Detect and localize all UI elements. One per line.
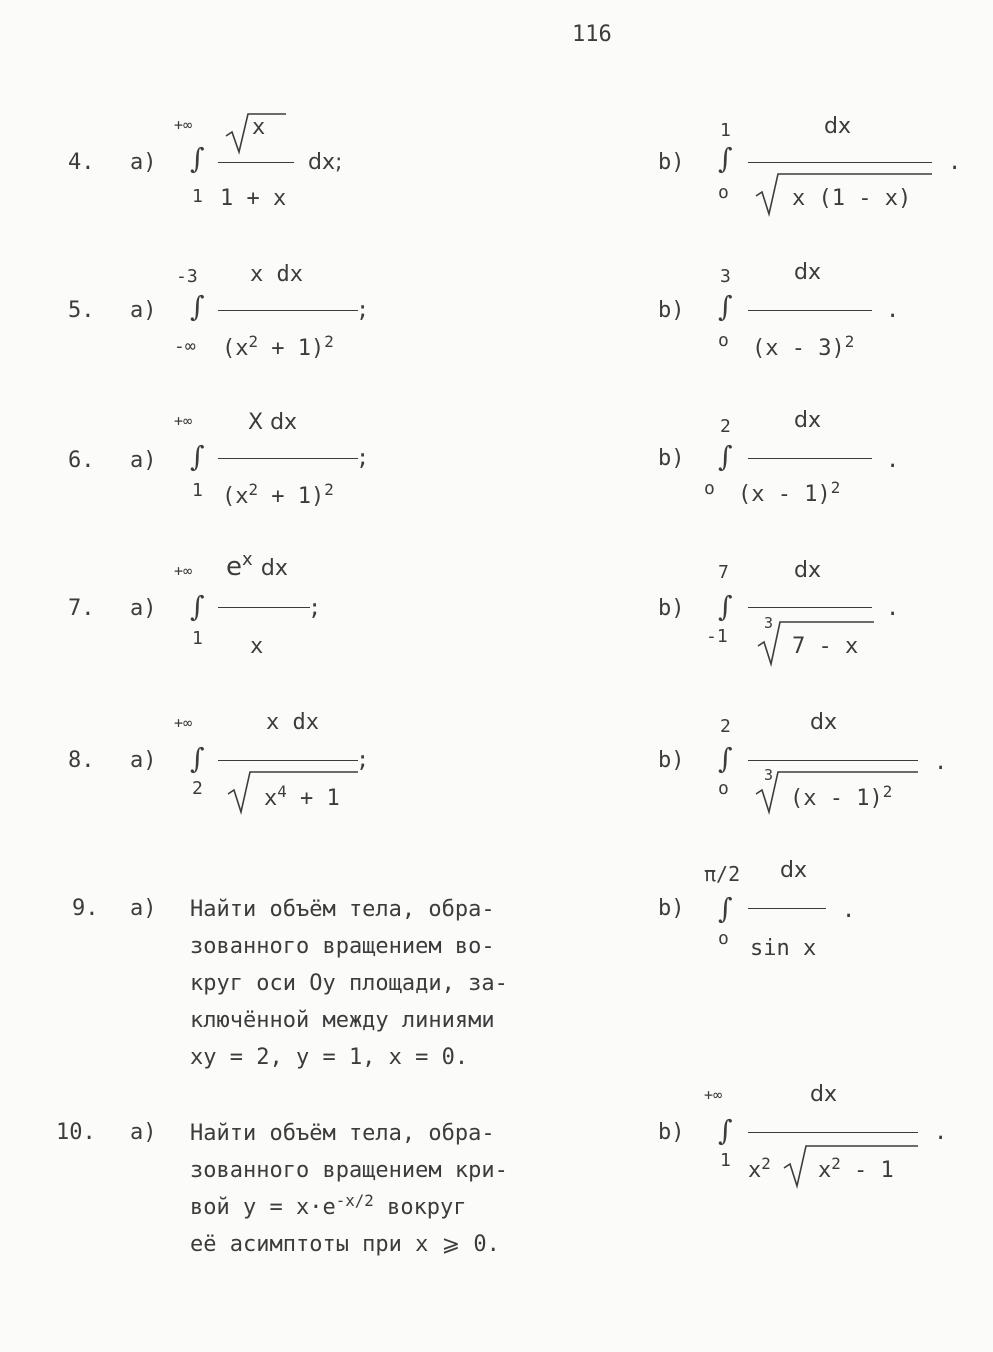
upper-limit: +∞ [174, 116, 193, 134]
fraction-bar [748, 1132, 918, 1133]
integrand-tail: dx; [308, 150, 343, 175]
integral-sign: ∫ [718, 742, 733, 775]
fraction-bar [218, 607, 310, 608]
part-b-label: b) [658, 1120, 685, 1145]
denominator-factor: $x^2$ [748, 1154, 771, 1183]
end-dot: . [934, 750, 948, 775]
end-dot: . [934, 1120, 948, 1145]
part-a-label: a) [130, 298, 157, 323]
integrand-tail: ; [356, 446, 370, 471]
lower-limit: o [718, 778, 729, 799]
fraction-bar [748, 310, 872, 311]
upper-limit: +∞ [174, 412, 193, 430]
lower-limit: -∞ [174, 336, 196, 357]
lower-limit: o [718, 928, 729, 949]
problem-number: 10. [56, 1120, 96, 1145]
fraction-bar [218, 458, 358, 459]
problem-number: 8. [68, 748, 95, 773]
lower-limit: 2 [192, 778, 203, 799]
end-dot: . [948, 150, 962, 175]
part-a-label: a) [130, 1120, 157, 1145]
upper-limit: -3 [176, 266, 198, 287]
denominator: x (1 - x) [792, 186, 912, 211]
fraction-bar [748, 760, 918, 761]
part-a-label: a) [130, 896, 157, 921]
integral-sign: ∫ [190, 440, 205, 473]
numerator: dx [810, 710, 837, 735]
numerator: dx [780, 858, 807, 883]
end-dot: . [886, 448, 900, 473]
denominator: sin x [750, 936, 817, 961]
part-b-label: b) [658, 150, 685, 175]
end-dot: . [886, 298, 900, 323]
upper-limit: +∞ [704, 1086, 723, 1104]
part-a-label: a) [130, 448, 157, 473]
upper-limit: +∞ [174, 562, 193, 580]
lower-limit: 1 [192, 628, 203, 649]
integral-sign: ∫ [718, 1114, 733, 1147]
lower-limit: o [704, 478, 715, 499]
integrand-tail: ; [308, 596, 322, 621]
problem-number: 4. [68, 150, 95, 175]
integral-sign: ∫ [190, 590, 205, 623]
denominator: (x - 1)$^2$ [790, 782, 893, 811]
integral-sign: ∫ [718, 142, 733, 175]
problem-number: 6. [68, 448, 95, 473]
upper-limit: 1 [720, 120, 731, 141]
numerator: x dx [250, 262, 303, 287]
fraction-bar [218, 162, 294, 163]
numerator: dx [794, 260, 821, 285]
end-dot: . [842, 898, 856, 923]
denominator: $(x^2 + 1)^2$ [222, 332, 334, 361]
part-a-label: a) [130, 596, 157, 621]
denominator: $x^2 - 1$ [818, 1154, 894, 1183]
integral-sign: ∫ [718, 590, 733, 623]
denominator: x [250, 634, 264, 659]
denominator: (x - 1)$^2$ [738, 478, 841, 507]
numerator: dx [824, 114, 851, 139]
root-index: 3 [764, 766, 774, 784]
numerator: x [252, 115, 266, 140]
upper-limit: π/2 [704, 862, 741, 886]
upper-limit: 2 [720, 716, 731, 737]
numerator: dx [810, 1082, 837, 1107]
denominator: $x^4 + 1$ [264, 782, 340, 811]
integral-sign: ∫ [718, 290, 733, 323]
upper-limit: 7 [718, 562, 729, 583]
lower-limit: 1 [192, 480, 203, 501]
denominator: 1 + x [220, 186, 287, 211]
fraction-bar [748, 162, 932, 163]
problem-number: 9. [72, 896, 99, 921]
lower-limit: o [718, 330, 729, 351]
root-index: 3 [764, 614, 774, 632]
denominator: 7 - x [792, 634, 859, 659]
part-b-label: b) [658, 446, 685, 471]
denominator: (x - 3)$^2$ [752, 332, 855, 361]
lower-limit: 1 [720, 1150, 731, 1171]
upper-limit: +∞ [174, 714, 193, 732]
fraction-bar [748, 908, 826, 909]
part-b-label: b) [658, 748, 685, 773]
numerator: dx [794, 408, 821, 433]
numerator: x dx [266, 710, 319, 735]
problem-number: 7. [68, 596, 95, 621]
denominator: $(x^2 + 1)^2$ [222, 480, 334, 509]
integrand-tail: ; [356, 748, 370, 773]
numerator: $e^x$ dx [226, 549, 288, 582]
lower-limit: 1 [192, 186, 203, 207]
part-a-label: a) [130, 748, 157, 773]
fraction-bar [218, 760, 358, 761]
fraction-bar [748, 607, 872, 608]
integral-sign: ∫ [190, 142, 205, 175]
lower-limit: o [718, 182, 729, 203]
part-b-label: b) [658, 298, 685, 323]
numerator: X dx [248, 410, 298, 435]
end-dot: . [886, 596, 900, 621]
upper-limit: 3 [720, 266, 731, 287]
part-a-label: a) [130, 150, 157, 175]
fraction-bar [218, 310, 358, 311]
part-b-label: b) [658, 896, 685, 921]
lower-limit: -1 [706, 626, 728, 647]
part-b-label: b) [658, 596, 685, 621]
integral-sign: ∫ [190, 742, 205, 775]
integral-sign: ∫ [718, 440, 733, 473]
problem-text: Найти объём тела, обра- зованного вращением кри- вой $y = x\cdot e^{-x/2}$ вокруг её асимптоты при x ⩾ 0. [190, 1121, 508, 1257]
integral-sign: ∫ [718, 892, 733, 925]
integral-sign: ∫ [190, 290, 205, 323]
integrand-tail: ; [356, 298, 370, 323]
numerator: dx [794, 558, 821, 583]
fraction-bar [748, 458, 872, 459]
page-number: 116 [572, 22, 612, 47]
problem-text: Найти объём тела, обра- зованного вращением во- круг оси Оу площади, за- ключённой между линиями xy = 2, y = 1, x = 0. [190, 897, 508, 1070]
upper-limit: 2 [720, 416, 731, 437]
problem-number: 5. [68, 298, 95, 323]
